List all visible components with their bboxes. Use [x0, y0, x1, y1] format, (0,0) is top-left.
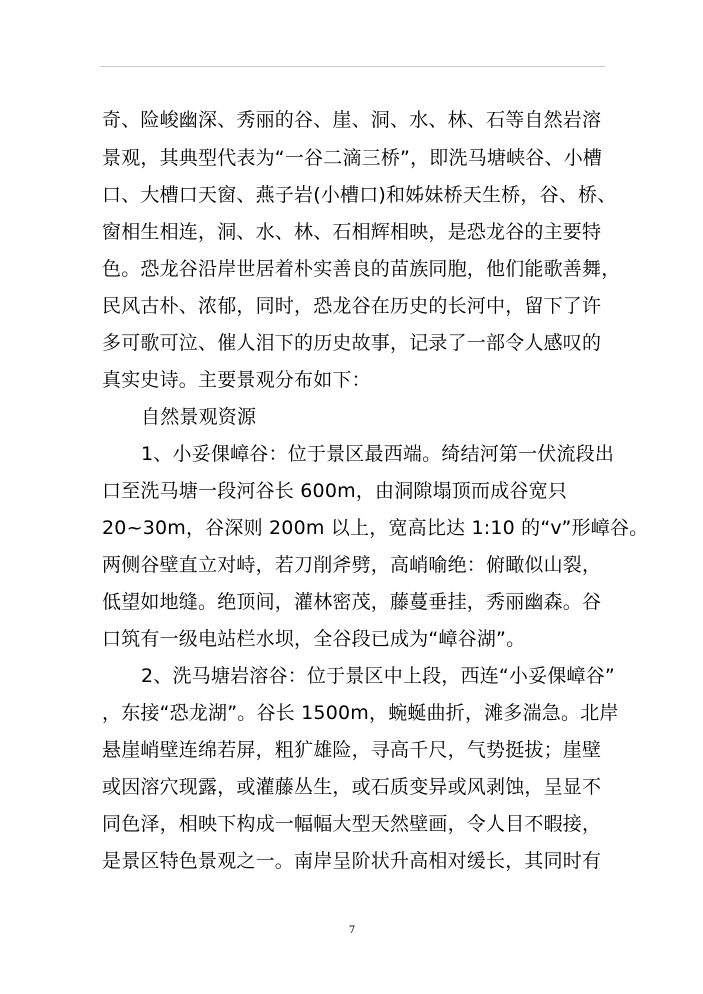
header-rule	[100, 66, 605, 67]
body-text-line: 口筑有一级电站栏水坝，全谷段已成为“嶂谷湖”。	[102, 628, 526, 650]
body-text-line: 是景区特色景观之一。南岸呈阶状升高相对缓长，其同时有	[102, 850, 602, 872]
body-text-line: 两侧谷壁直立对峙，若刀削斧劈，高峭喻绝：俯瞰似山裂，	[102, 554, 602, 576]
body-text-line: 低望如地缝。绝顶间，灌林密茂，藤蔓垂挂，秀丽幽森。谷	[102, 591, 602, 613]
body-text-line: 2、洗马塘岩溶谷：位于景区中上段，西连“小妥倮嶂谷”	[141, 665, 615, 687]
body-text-line: 真实史诗。主要景观分布如下：	[102, 369, 371, 391]
body-text-line: 色。恐龙谷沿岸世居着朴实善良的苗族同胞，他们能歌善舞，	[102, 258, 621, 280]
body-text-line: 景观，其典型代表为“一谷二滴三桥”，即洗马塘峡谷、小槽	[102, 147, 603, 169]
body-text-line: 口、大槽口天窗、燕子岩(小槽口)和姊妹桥天生桥，谷、桥、	[102, 184, 617, 206]
body-text-line: 口至洗马塘一段河谷长 600m，由洞隙塌顶而成谷宽只	[102, 480, 568, 502]
body-text-line: ，东接“恐龙湖”。谷长 1500m，蜿蜒曲折，滩多湍急。北岸	[102, 702, 619, 724]
body-text-line: 多可歌可泣、催人泪下的历史故事，记录了一部令人感叹的	[102, 332, 602, 354]
section-heading: 自然景观资源	[141, 406, 257, 428]
body-text-line: 悬崖峭壁连绵若屏，粗犷雄险，寻高千尺，气势挺拔；崖壁	[102, 739, 602, 761]
body-text-line: 民风古朴、浓郁，同时，恐龙谷在历史的长河中，留下了许	[102, 295, 602, 317]
page-number: 7	[348, 925, 356, 936]
body-text-line: 同色泽，相映下构成一幅幅大型天然壁画，令人目不暇接，	[102, 813, 602, 835]
body-text-line: 或因溶穴现露，或灌藤丛生，或石质变异或风剥蚀，呈显不	[102, 776, 602, 798]
body-text-line: 奇、险峻幽深、秀丽的谷、崖、洞、水、林、石等自然岩溶	[102, 109, 602, 131]
body-text-line: 窗相生相连，洞、水、林、石相辉相映，是恐龙谷的主要特	[102, 221, 602, 243]
body-text-line: 1、小妥倮嶂谷：位于景区最西端。绮结河第一伏流段出	[141, 443, 615, 465]
body-text-line: 20~30m，谷深则 200m 以上，宽高比达 1:10 的“v”形嶂谷。	[102, 517, 649, 539]
